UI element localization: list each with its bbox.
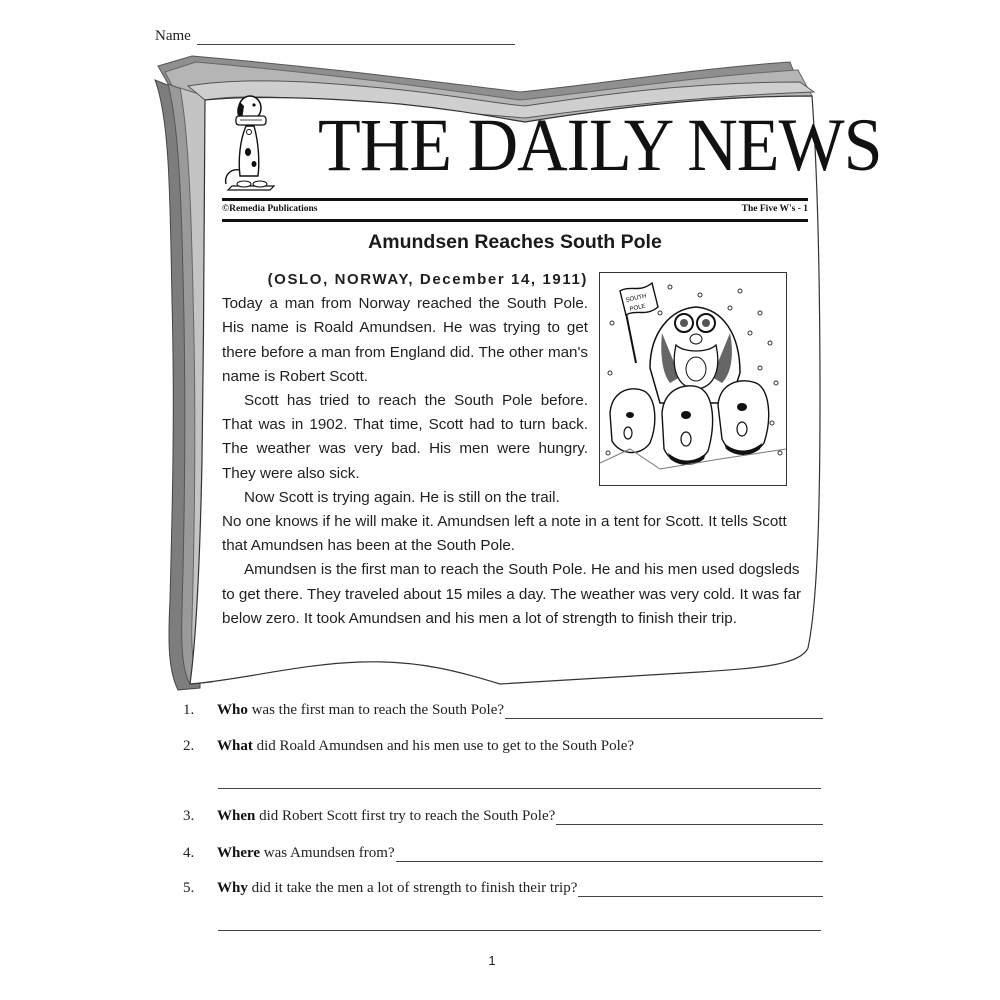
article-illustration [599,272,787,486]
answer-line[interactable] [396,847,823,862]
article-dateline: (OSLO, NORWAY, December 14, 1911) [267,271,588,288]
question-2 [183,738,823,755]
question-keyword: Where [217,845,261,861]
question-text [217,738,634,755]
question-rest: was the first man to reach the South Pole? [247,702,505,718]
publisher-credit: ©Remedia Publications [222,204,318,214]
article-headline: Amundsen Reaches South Pole [368,231,662,253]
question-keyword: Who [217,702,248,718]
question-5 [183,880,823,897]
article-paragraph: Now Scott is trying again. He is still on the trail. [244,488,560,506]
svg-text:POLE: POLE [629,303,647,313]
masthead-rule-top [222,198,808,201]
question-number: 1. [183,702,195,718]
dog-with-newspaper-icon [218,90,288,198]
name-label: Name [155,28,191,44]
question-number: 4. [183,845,195,861]
question-number: 5. [183,880,195,896]
answer-line[interactable] [218,788,821,789]
question-keyword: When [217,808,256,824]
article-paragraph: Amundsen is the first man to reach the South Pole. He and his men used dogsleds to get there. They traveled about 15 miles a day. The weather was very cold. It was far below zero. It took Amundsen and his men a lot of strength to finish their trip. [222,561,802,627]
question-rest: did it take the men a lot of strength to finish their trip? [247,880,578,896]
question-keyword: Why [217,880,248,896]
page-number: 1 [488,953,496,968]
answer-line[interactable] [556,810,823,825]
question-rest: did Roald Amundsen and his men use to get to the South Pole? [252,738,635,754]
masthead-rule-bottom [222,219,808,222]
answer-line[interactable] [218,930,821,931]
question-text [217,808,555,825]
newspaper-masthead-title: THE DAILY NEWS [318,104,882,188]
question-text [217,845,395,862]
question-text [217,880,577,897]
answer-line[interactable] [505,704,823,719]
article-paragraph: Today a man from Norway reached the South Pole. His name is Roald Amundsen. He was trying to get there before a man from England did. The other man's name is Robert Scott. [222,295,588,385]
question-rest: did Robert Scott first try to reach the South Pole? [255,808,556,824]
question-number: 3. [183,808,195,824]
question-text [217,702,504,719]
question-keyword: What [217,738,253,754]
question-1 [183,702,823,719]
question-rest: was Amundsen from? [260,845,395,861]
question-3 [183,808,823,825]
svg-text:SOUTH: SOUTH [625,293,648,304]
question-4 [183,845,823,862]
explorer-with-sled-dogs-icon [600,273,786,485]
question-number: 2. [183,738,195,754]
article-paragraph: Scott has tried to reach the South Pole before. That was in 1902. That time, Scott had to turn back. The weather was very bad. His men were hungry. They were also sick. [222,392,588,482]
series-label: The Five W's - 1 [741,204,808,214]
article-paragraph: No one knows if he will make it. Amundsen left a note in a tent for Scott. It tells Scott that Amundsen has been at the South Pole. [222,513,787,555]
answer-line[interactable] [578,882,823,897]
